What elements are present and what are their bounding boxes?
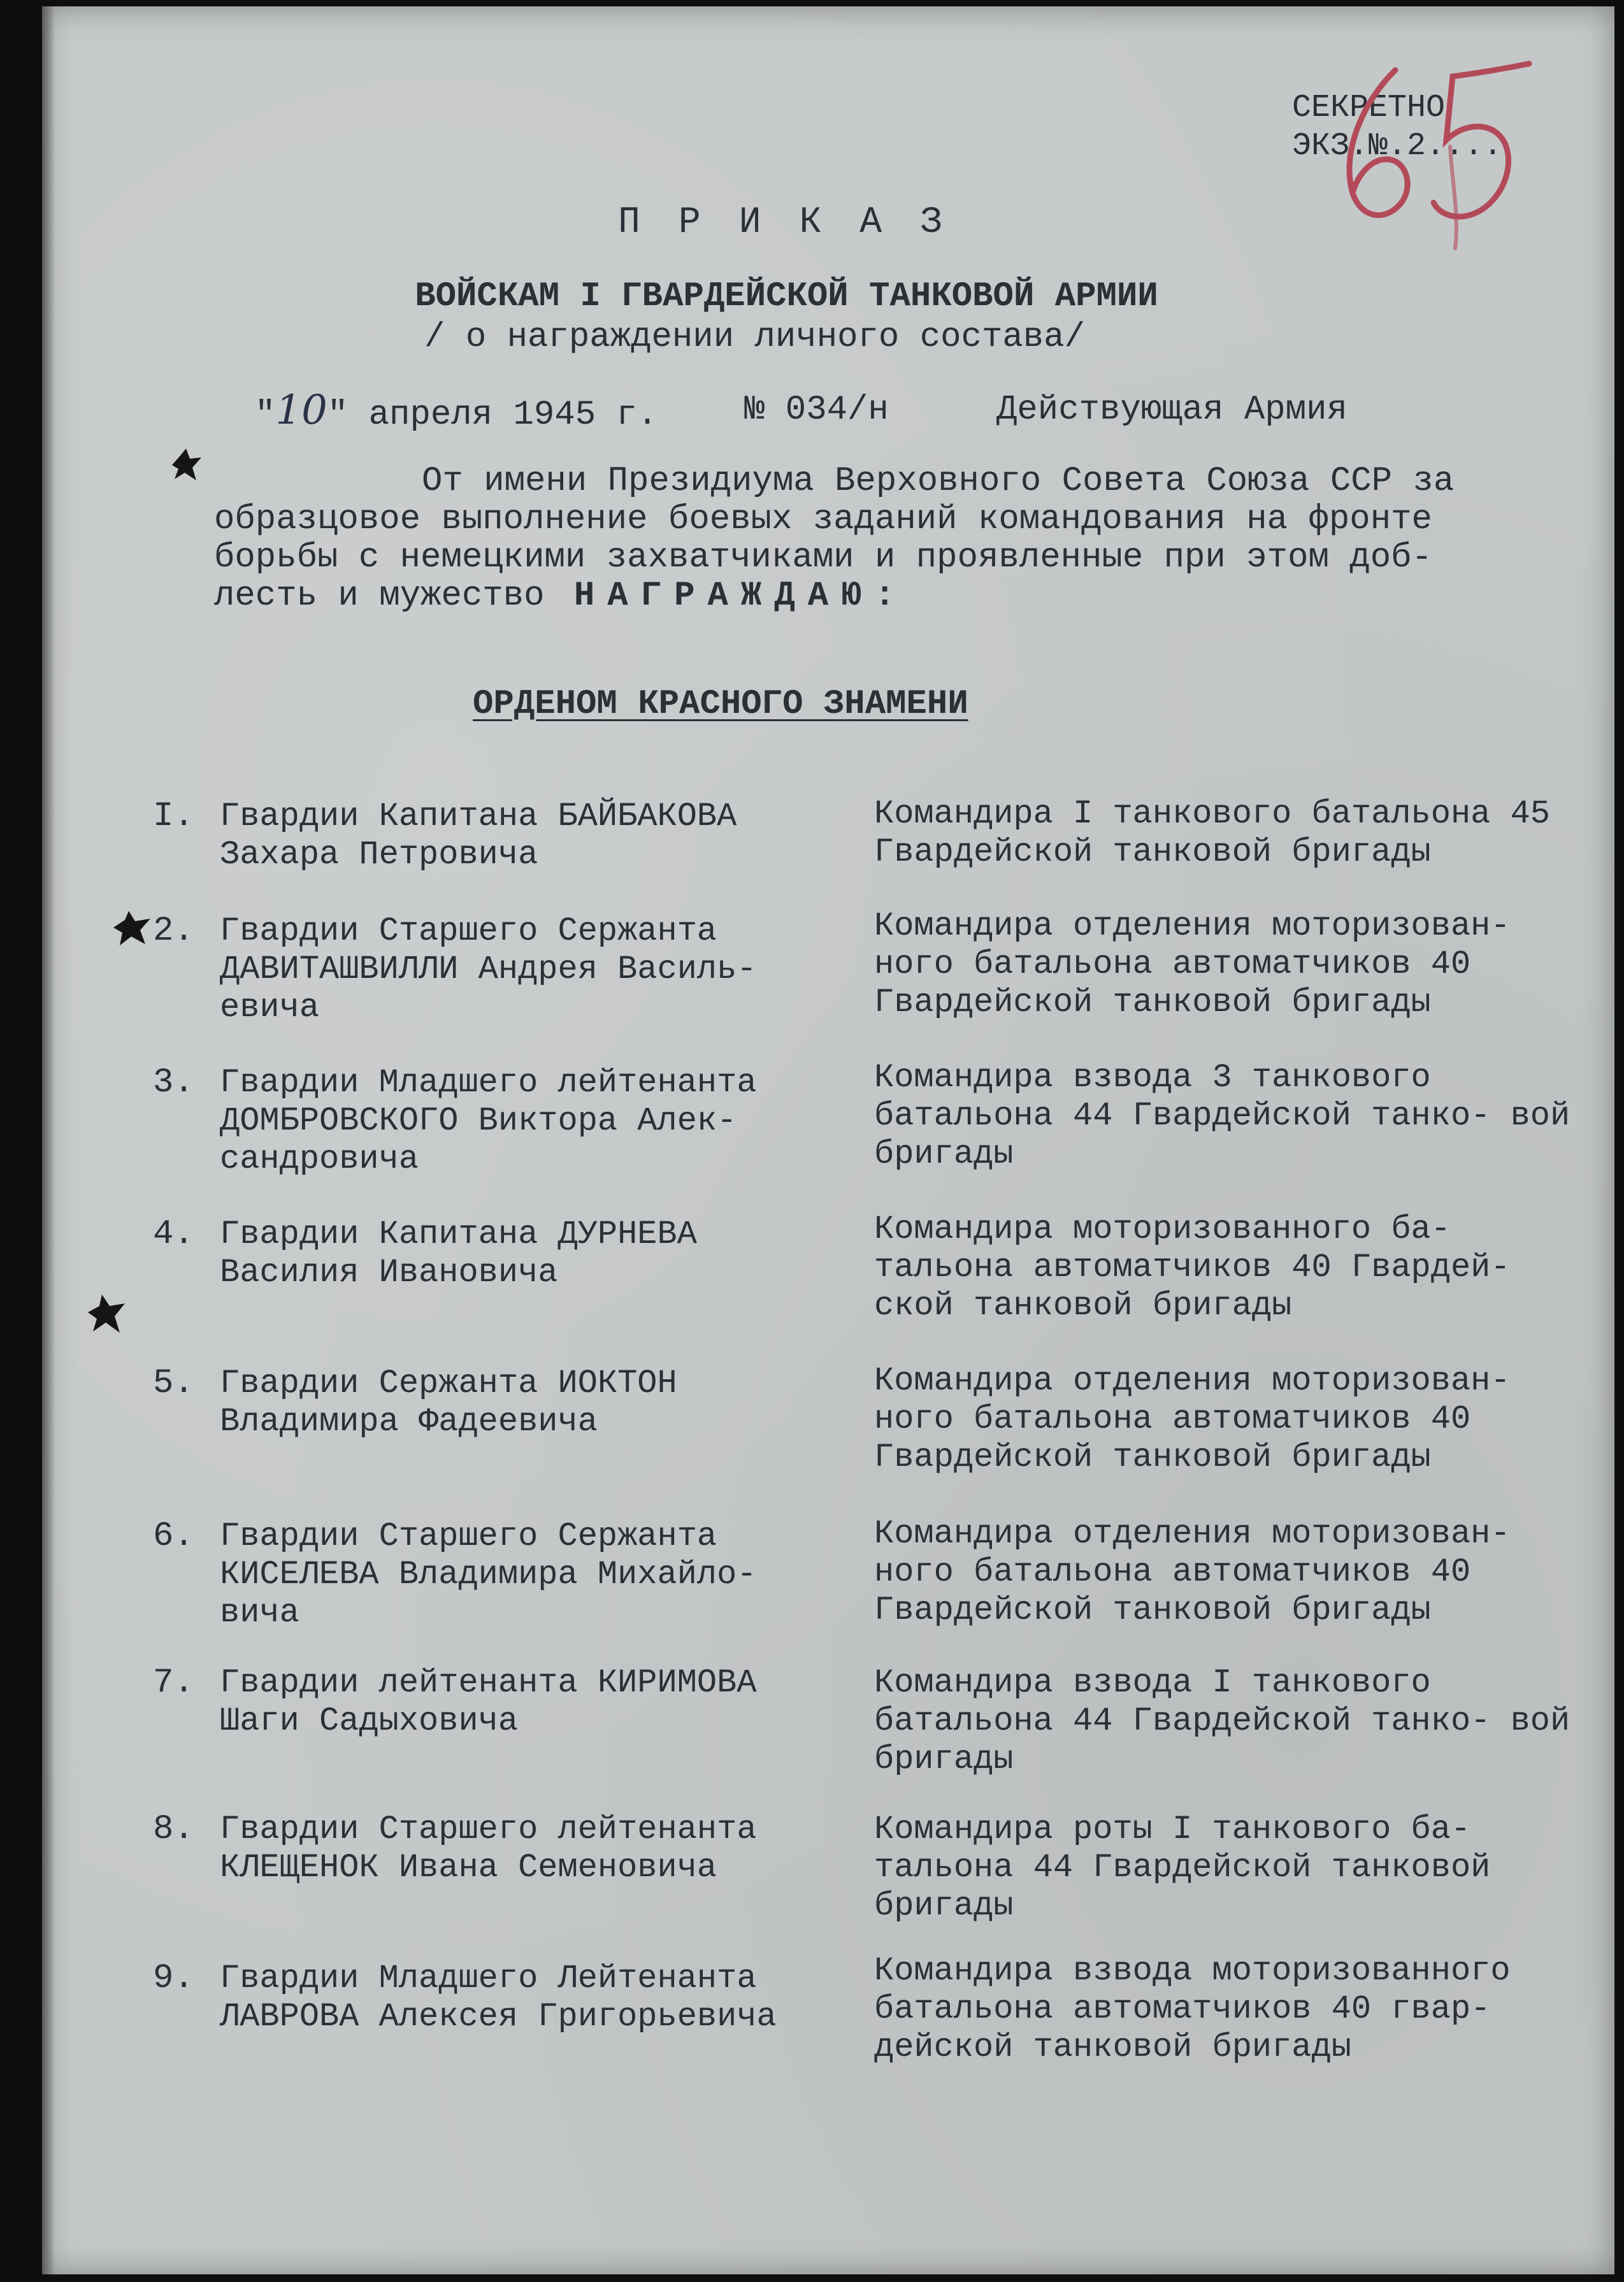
award-word: НАГРАЖДАЮ: <box>573 577 908 615</box>
item-number: 4. <box>153 1215 194 1254</box>
recipient-position: Командира взвода 3 танкового батальона 44 Гвардейской танко- вой бригады <box>874 1059 1570 1173</box>
item-number: I. <box>153 797 194 836</box>
order-date <box>255 387 658 434</box>
preamble-line-3: борьбы с немецкими захватчиками и проявленные при этом доб- <box>214 538 1432 577</box>
recipient-name: Гвардии Младшего Лейтенанта ЛАВРОВА Алексея Григорьевича <box>220 1960 777 2035</box>
recipient-name: Гвардии Капитана БАЙБАКОВА Захара Петровича <box>220 798 737 873</box>
copy-number: 2 <box>1407 128 1426 164</box>
classification-label: СЕКРЕТНО <box>1292 90 1446 126</box>
recipient-position: Командира отделения моторизован- ного батальона автоматчиков 40 Гвардейской танковой бригады <box>874 1362 1511 1476</box>
recipient-name: Гвардии Капитана ДУРНЕВА Василия Ивановича <box>220 1216 697 1291</box>
recipient-position: Командира роты I танкового ба- тальона 44 Гвардейской танковой бригады <box>874 1811 1491 1925</box>
preamble-line-2: образцовое выполнение боевых заданий командования на фронте <box>214 500 1432 539</box>
date-rest: " апреля 1945 г. <box>327 396 658 434</box>
recipient-position: Командира моторизованного ба- тальона автоматчиков 40 Гвардей- ской танковой бригады <box>874 1210 1511 1324</box>
copy-label: ЭКЗ.№. <box>1292 128 1407 164</box>
recipient-position: Командира взвода моторизованного батальона автоматчиков 40 гвар- дейской танковой бригады <box>874 1952 1511 2066</box>
item-number: 9. <box>153 1959 194 1998</box>
recipient-name: Гвардии Старшего Сержанта ДАВИТАШВИЛЛИ Андрея Василь- евича <box>220 912 757 1026</box>
date-day: 10 <box>275 387 327 434</box>
order-number: № 034/н <box>744 391 889 429</box>
date-open-quote: " <box>255 396 276 434</box>
punch-hole-1 <box>167 446 205 484</box>
recipient-name: Гвардии Младшего лейтенанта ДОМБРОВСКОГО Виктора Алек- сандровича <box>220 1064 757 1178</box>
item-number: 7. <box>153 1663 194 1702</box>
recipient-name: Гвардии Старшего лейтенанта КЛЕЩЕНОК Ивана Семеновича <box>220 1811 757 1886</box>
order-location: Действующая Армия <box>996 391 1347 429</box>
order-about: / о награждении личного состава/ <box>424 318 1085 357</box>
recipient-position: Командира отделения моторизован- ного батальона автоматчиков 40 Гвардейской танковой бригады <box>874 1515 1511 1629</box>
recipient-position: Командира I танкового батальона 45 Гвардейской танковой бригады <box>874 795 1550 871</box>
item-number: 6. <box>153 1517 194 1556</box>
item-number: 3. <box>153 1063 194 1102</box>
preamble-line-1: От имени Президиума Верховного Совета Союза ССР за <box>422 462 1455 501</box>
recipient-name: Гвардии Старшего Сержанта КИСЕЛЕВА Владимира Михайло- вича <box>220 1518 757 1632</box>
preamble-line-4 <box>214 577 908 615</box>
copy-dots: .... <box>1426 128 1503 164</box>
order-heading: ПРИКАЗ <box>618 202 981 243</box>
award-section-heading: ОРДЕНОМ КРАСНОГО ЗНАМЕНИ <box>473 685 968 724</box>
recipient-name: Гвардии Сержанта ИОКТОН Владимира Фадеевича <box>220 1365 677 1440</box>
item-number: 8. <box>153 1810 194 1849</box>
item-number: 5. <box>153 1364 194 1403</box>
recipient-position: Командира взвода I танкового батальона 44 Гвардейской танко- вой бригады <box>874 1664 1570 1778</box>
preamble-line-4-text: лесть и мужество <box>214 577 545 615</box>
order-subtitle: ВОЙСКАМ I ГВАРДЕЙСКОЙ ТАНКОВОЙ АРМИИ <box>415 277 1158 316</box>
punch-hole-2 <box>110 910 154 948</box>
item-number: 2. <box>153 912 194 951</box>
recipient-position: Командира отделения моторизован- ного батальона автоматчиков 40 Гвардейской танковой бригады <box>874 907 1511 1021</box>
punch-hole-3 <box>84 1293 129 1338</box>
recipient-name: Гвардии лейтенанта КИРИМОВА Шаги Садыховича <box>220 1664 757 1740</box>
